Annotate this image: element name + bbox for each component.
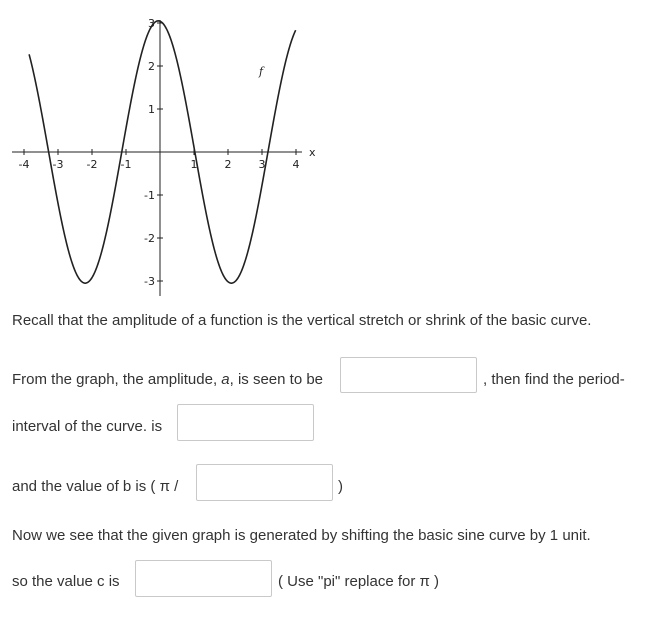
x-axis-label: x (309, 146, 316, 159)
y-tick-label: 1 (148, 103, 155, 116)
y-tick-label: -3 (144, 275, 155, 288)
x-tick-label: -1 (120, 158, 132, 171)
amplitude-prefix: From the graph, the amplitude, (12, 371, 222, 388)
x-tick-label: -4 (18, 158, 30, 171)
b-value-close-paren: ) (338, 478, 343, 495)
x-tick-label: -2 (86, 158, 98, 171)
period-prompt-line2: interval of the curve. is (12, 418, 163, 435)
function-graph (0, 0, 330, 300)
period-prompt-suffix: , then find the period- (483, 371, 625, 388)
amplitude-variable: a (221, 371, 230, 388)
amplitude-middle: , is seen to be (229, 371, 324, 388)
c-value-hint: ( Use "pi" replace for π ) (278, 573, 440, 590)
b-value-prompt: and the value of b is ( π / (12, 478, 179, 495)
period-input[interactable] (177, 404, 314, 441)
y-tick-label: 3 (148, 17, 155, 30)
shift-sentence: Now we see that the given graph is generated by shifting the basic sine curve by 1 unit. (12, 527, 591, 544)
c-value-prompt: so the value c is (12, 573, 120, 590)
amplitude-input[interactable] (340, 357, 477, 393)
x-tick-label: 3 (258, 158, 266, 171)
x-tick-label: 1 (190, 158, 198, 171)
y-tick-label: 2 (148, 60, 155, 73)
x-tick-label: -3 (52, 158, 64, 171)
curve-label: f (259, 65, 264, 78)
c-value-input[interactable] (135, 560, 272, 597)
y-tick-label: -2 (144, 232, 155, 245)
recall-text: Recall that the amplitude of a function is the vertical stretch or shrink of the basic curve. (12, 312, 592, 329)
amplitude-prompt (12, 370, 323, 390)
b-value-input[interactable] (196, 464, 333, 501)
x-tick-label: 2 (224, 158, 232, 171)
y-tick-label: -1 (144, 189, 155, 202)
x-tick-label: 4 (292, 158, 300, 171)
